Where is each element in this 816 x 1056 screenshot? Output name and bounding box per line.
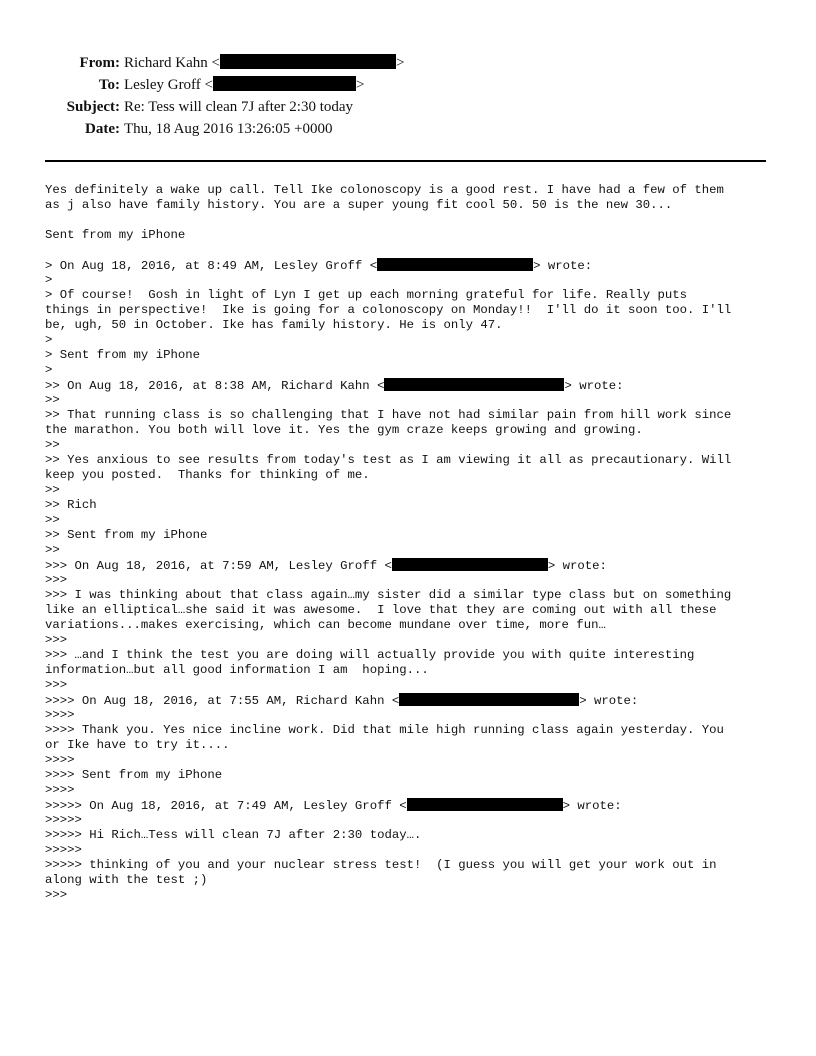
body-line xyxy=(45,243,785,258)
email-body xyxy=(45,183,785,903)
redaction-box xyxy=(392,558,548,571)
quote-header-suffix: > wrote: xyxy=(533,259,593,273)
body-line: > xyxy=(45,273,53,287)
from-close: > xyxy=(395,55,405,71)
body-line: >>>>> xyxy=(45,813,82,827)
header-divider xyxy=(45,160,766,162)
date-row xyxy=(0,118,816,140)
body-line: >> Rich xyxy=(45,498,97,512)
body-line: > Sent from my iPhone xyxy=(45,348,200,362)
redaction-box xyxy=(399,693,579,706)
body-line: >>>> xyxy=(45,783,75,797)
body-line: information…but all good information I am hoping... xyxy=(45,663,429,677)
quote-header-suffix: > wrote: xyxy=(579,694,639,708)
quote-header-line xyxy=(45,693,785,708)
body-line: >> xyxy=(45,543,60,557)
body-line: >>>> Sent from my iPhone xyxy=(45,768,223,782)
body-line: >> xyxy=(45,438,60,452)
quote-header-suffix: > wrote: xyxy=(564,379,624,393)
body-line: as j also have family history. You are a super young fit cool 50. 50 is the new 30... xyxy=(45,198,673,212)
body-line: > xyxy=(45,363,53,377)
from-name: Richard Kahn < xyxy=(124,55,220,71)
body-line: the marathon. You both will love it. Yes the gym craze keeps growing and growing. xyxy=(45,423,643,437)
body-line: >> xyxy=(45,483,60,497)
to-label: To: xyxy=(98,77,120,93)
body-line: >> Sent from my iPhone xyxy=(45,528,208,542)
quote-header-line xyxy=(45,378,785,393)
body-line: >> Yes anxious to see results from today's test as I am viewing it all as precautionary. Will xyxy=(45,453,732,467)
from-row xyxy=(0,52,816,74)
body-line: >>>> xyxy=(45,753,75,767)
body-line: things in perspective! Ike is going for a colonoscopy on Monday!! I'll do it soon too. I'll xyxy=(45,303,732,317)
body-line: >>>> xyxy=(45,708,75,722)
body-line: be, ugh, 50 in October. Ike has family history. He is only 47. xyxy=(45,318,503,332)
quote-header-text: >> On Aug 18, 2016, at 8:38 AM, Richard Kahn < xyxy=(45,379,385,393)
quote-header-text: >>>> On Aug 18, 2016, at 7:55 AM, Richard Kahn < xyxy=(45,694,400,708)
subject-label: Subject: xyxy=(66,99,120,115)
to-name: Lesley Groff < xyxy=(124,77,213,93)
body-line: >>>> Thank you. Yes nice incline work. Did that mile high running class again yesterday. You xyxy=(45,723,724,737)
body-line: >> xyxy=(45,393,60,407)
to-value xyxy=(124,74,364,96)
quote-header-line xyxy=(45,798,785,813)
to-row xyxy=(0,74,816,96)
body-line: >>>>> xyxy=(45,843,82,857)
body-line: Sent from my iPhone xyxy=(45,228,186,242)
from-label: From: xyxy=(79,55,120,71)
quote-header-line xyxy=(45,558,785,573)
quote-header-line xyxy=(45,258,785,273)
body-line: >>> xyxy=(45,888,68,902)
date-value: Thu, 18 Aug 2016 13:26:05 +0000 xyxy=(124,121,333,137)
body-line: Yes definitely a wake up call. Tell Ike colonoscopy is a good rest. I have had a few of them xyxy=(45,183,724,197)
quote-header-text: > On Aug 18, 2016, at 8:49 AM, Lesley Groff < xyxy=(45,259,378,273)
body-line: along with the test ;) xyxy=(45,873,208,887)
redaction-box xyxy=(377,258,533,271)
body-line: >>> xyxy=(45,678,68,692)
redaction-box xyxy=(384,378,564,391)
body-line: >>> xyxy=(45,633,68,647)
from-value xyxy=(124,52,404,74)
subject-row xyxy=(0,96,816,118)
body-line: >>>>> thinking of you and your nuclear stress test! (I guess you will get your work out in xyxy=(45,858,717,872)
body-line: variations...makes exercising, which can become mundane over time, more fun… xyxy=(45,618,606,632)
quote-header-suffix: > wrote: xyxy=(562,799,622,813)
body-line: or Ike have to try it.... xyxy=(45,738,230,752)
body-line: >>>>> Hi Rich…Tess will clean 7J after 2:30 today…. xyxy=(45,828,422,842)
body-line: > Of course! Gosh in light of Lyn I get up each morning grateful for life. Really puts xyxy=(45,288,688,302)
quote-header-suffix: > wrote: xyxy=(547,559,607,573)
subject-value: Re: Tess will clean 7J after 2:30 today xyxy=(124,99,354,115)
body-line xyxy=(45,213,785,228)
body-line: keep you posted. Thanks for thinking of me. xyxy=(45,468,370,482)
body-line: >>> …and I think the test you are doing will actually provide you with quite interesting xyxy=(45,648,695,662)
body-line: >> That running class is so challenging that I have not had similar pain from hill work since xyxy=(45,408,732,422)
body-line: > xyxy=(45,333,53,347)
body-line: >>> I was thinking about that class again…my sister did a similar type class but on something xyxy=(45,588,732,602)
date-label: Date: xyxy=(85,121,120,137)
quote-header-text: >>>>> On Aug 18, 2016, at 7:49 AM, Lesley Groff < xyxy=(45,799,407,813)
email-header xyxy=(0,52,816,140)
body-line: >> xyxy=(45,513,60,527)
to-close: > xyxy=(356,77,365,93)
redaction-box xyxy=(213,76,356,91)
redaction-box xyxy=(407,798,563,811)
quote-header-text: >>> On Aug 18, 2016, at 7:59 AM, Lesley Groff < xyxy=(45,559,392,573)
body-line: >>> xyxy=(45,573,68,587)
body-line: like an elliptical…she said it was awesome. I love that they are coming out with all these xyxy=(45,603,717,617)
redaction-box xyxy=(220,54,396,69)
